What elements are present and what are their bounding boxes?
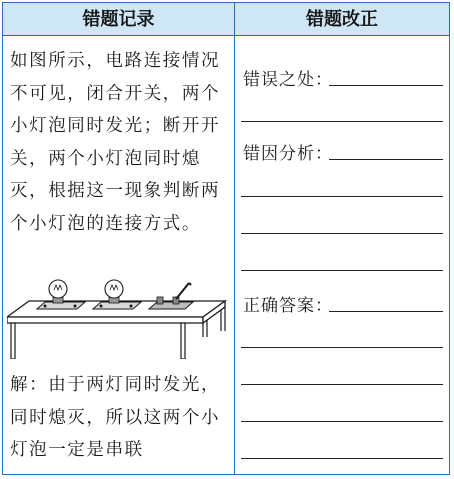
error-cause-answer-line[interactable]: [241, 196, 443, 197]
column-divider: [234, 3, 235, 474]
table-header: [3, 3, 449, 36]
error-cause-answer-line[interactable]: [241, 270, 443, 271]
correct-answer-line[interactable]: [241, 384, 443, 385]
error-cause-label: 错因分析：: [243, 144, 333, 164]
table-edge: [7, 317, 203, 323]
bulb-2: [93, 280, 141, 309]
error-cause-answer-line[interactable]: [241, 233, 443, 234]
correct-answer-line[interactable]: [241, 347, 443, 348]
error-location-answer-line[interactable]: [329, 85, 443, 86]
correct-answer-label: 正确答案：: [243, 296, 333, 316]
error-record-title: 错题记录: [82, 9, 155, 30]
error-location-answer-line[interactable]: [241, 121, 443, 122]
solution-text: 解：由于两灯同时发光，同时熄灭，所以这两个小灯泡一定是串联: [10, 375, 221, 460]
switch: [149, 283, 193, 309]
bulb-1: [37, 280, 85, 309]
error-correction-title: 错题改正: [306, 9, 378, 30]
correct-answer-line[interactable]: [241, 458, 443, 459]
error-cause-answer-line[interactable]: [329, 159, 443, 160]
error-correction-table: [2, 2, 450, 475]
correct-answer-line[interactable]: [329, 311, 443, 312]
problem-text: 如图所示，电路连接情况不可见，闭合开关，两个小灯泡同时发光；断开开关，两个小灯泡同时熄灭，根据这一现象判断两个小灯泡的连接方式。: [10, 51, 221, 234]
error-location-label: 错误之处：: [243, 70, 333, 90]
circuit-illustration: [7, 273, 229, 359]
correct-answer-line[interactable]: [241, 421, 443, 422]
